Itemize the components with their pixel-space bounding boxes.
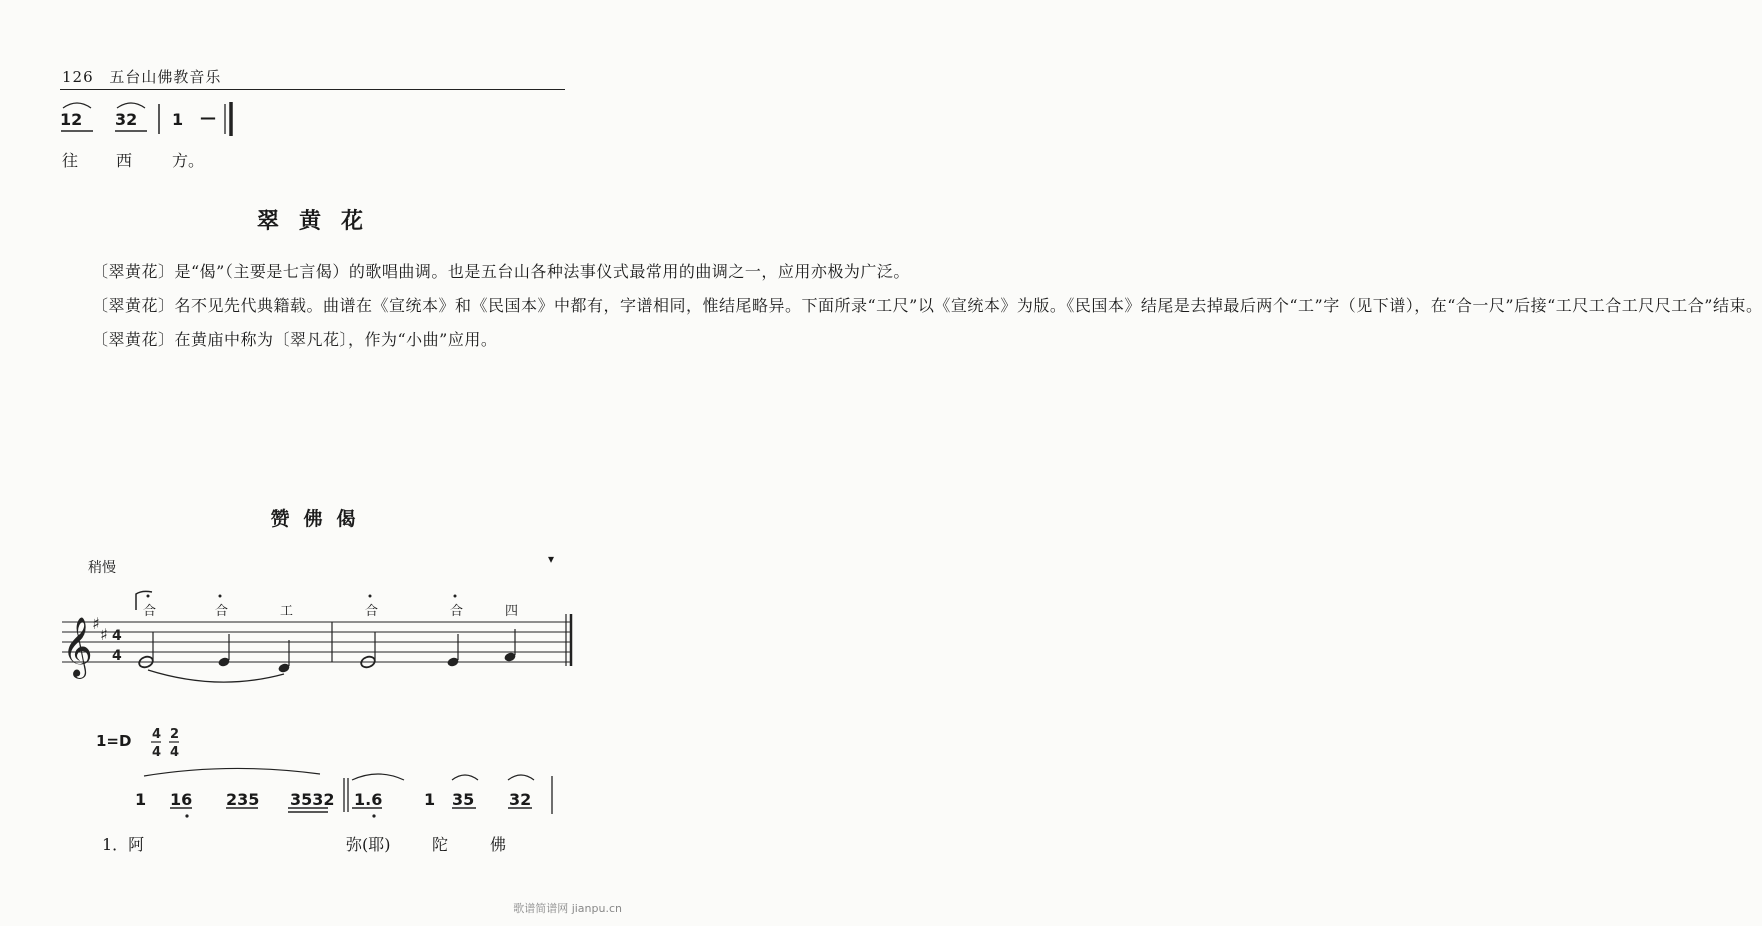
top-notation-marks bbox=[55, 96, 255, 140]
gongche-5: 合 bbox=[450, 604, 464, 619]
bottom-lyric-1: 1．阿 bbox=[102, 835, 145, 854]
corner-mark: ▾ bbox=[548, 552, 555, 566]
svg-text:4: 4 bbox=[112, 648, 122, 664]
top-note-32: 32 bbox=[115, 110, 138, 129]
paragraph-1: 〔翠黄花〕是“偈”（主要是七言偈）的歌唱曲调。也是五台山各种法事仪式最常用的曲调之一，应用亦极为广泛。 bbox=[92, 262, 910, 281]
svg-text:𝄞: 𝄞 bbox=[62, 617, 93, 677]
jianpu-1: 1 bbox=[135, 790, 147, 809]
gongche-2: 合 bbox=[215, 604, 229, 619]
svg-text:4: 4 bbox=[112, 628, 122, 644]
top-lyric-3: 方。 bbox=[172, 151, 205, 170]
top-note-12: 12 bbox=[60, 110, 83, 129]
site-watermark: 歌谱简谱网 jianpu.cn bbox=[513, 902, 622, 915]
jianpu-35: 35 bbox=[452, 790, 475, 809]
top-note-dash: — bbox=[200, 108, 216, 127]
jianpu-16: 16 bbox=[170, 790, 193, 809]
bottom-lyric-2: 弥(耶) bbox=[346, 835, 391, 854]
top-lyric-2: 西 bbox=[116, 151, 133, 170]
gongche-4: 合 bbox=[365, 604, 379, 619]
gongche-1: 合 bbox=[143, 604, 157, 619]
svg-text:4: 4 bbox=[170, 745, 180, 760]
svg-text:2: 2 bbox=[170, 727, 180, 742]
jianpu-1b: 1 bbox=[424, 790, 436, 809]
page-number: 126 bbox=[62, 68, 94, 86]
jianpu-1-6: 1.6 bbox=[354, 790, 383, 809]
jianpu-marks bbox=[130, 762, 570, 832]
bottom-lyric-4: 佛 bbox=[490, 835, 507, 854]
key-signature: 1=D bbox=[96, 732, 132, 750]
jianpu-235: 235 bbox=[226, 790, 260, 809]
svg-text:4: 4 bbox=[152, 745, 162, 760]
body-text bbox=[60, 257, 1762, 355]
staff-notation bbox=[58, 582, 578, 682]
book-title: 五台山佛教音乐 bbox=[109, 68, 222, 86]
bottom-lyric-3: 陀 bbox=[432, 835, 449, 854]
page-header bbox=[62, 66, 221, 87]
header-rule bbox=[60, 89, 565, 90]
tempo-marking: 稍慢 bbox=[88, 560, 116, 576]
jianpu-32: 32 bbox=[509, 790, 532, 809]
section-title: 翠黄花 bbox=[256, 208, 383, 234]
time-signatures bbox=[150, 722, 190, 762]
gongche-3: 工 bbox=[280, 604, 294, 619]
svg-text:♯: ♯ bbox=[92, 614, 100, 633]
gongche-6: 四 bbox=[505, 604, 519, 619]
paragraph-3: 〔翠黄花〕在黄庙中称为〔翠凡花〕，作为“小曲”应用。 bbox=[92, 330, 498, 349]
paragraph-2: 〔翠黄花〕名不见先代典籍载。曲谱在《宣统本》和《民国本》中都有，字谱相同，惟结尾略异。下面所录“工尺”以《宣统本》为版。《民国本》结尾是去掉最后两个“工”字（见下谱），在“合一尺”后接“工尺工合工尺尺工合”结束。 bbox=[92, 296, 1762, 315]
subtitle: 赞佛偈 bbox=[270, 508, 370, 530]
svg-text:♯: ♯ bbox=[100, 625, 108, 644]
top-note-1: 1 bbox=[172, 110, 184, 129]
svg-text:4: 4 bbox=[152, 727, 162, 742]
jianpu-3532: 3532 bbox=[290, 790, 335, 809]
top-lyric-1: 往 bbox=[62, 151, 79, 170]
